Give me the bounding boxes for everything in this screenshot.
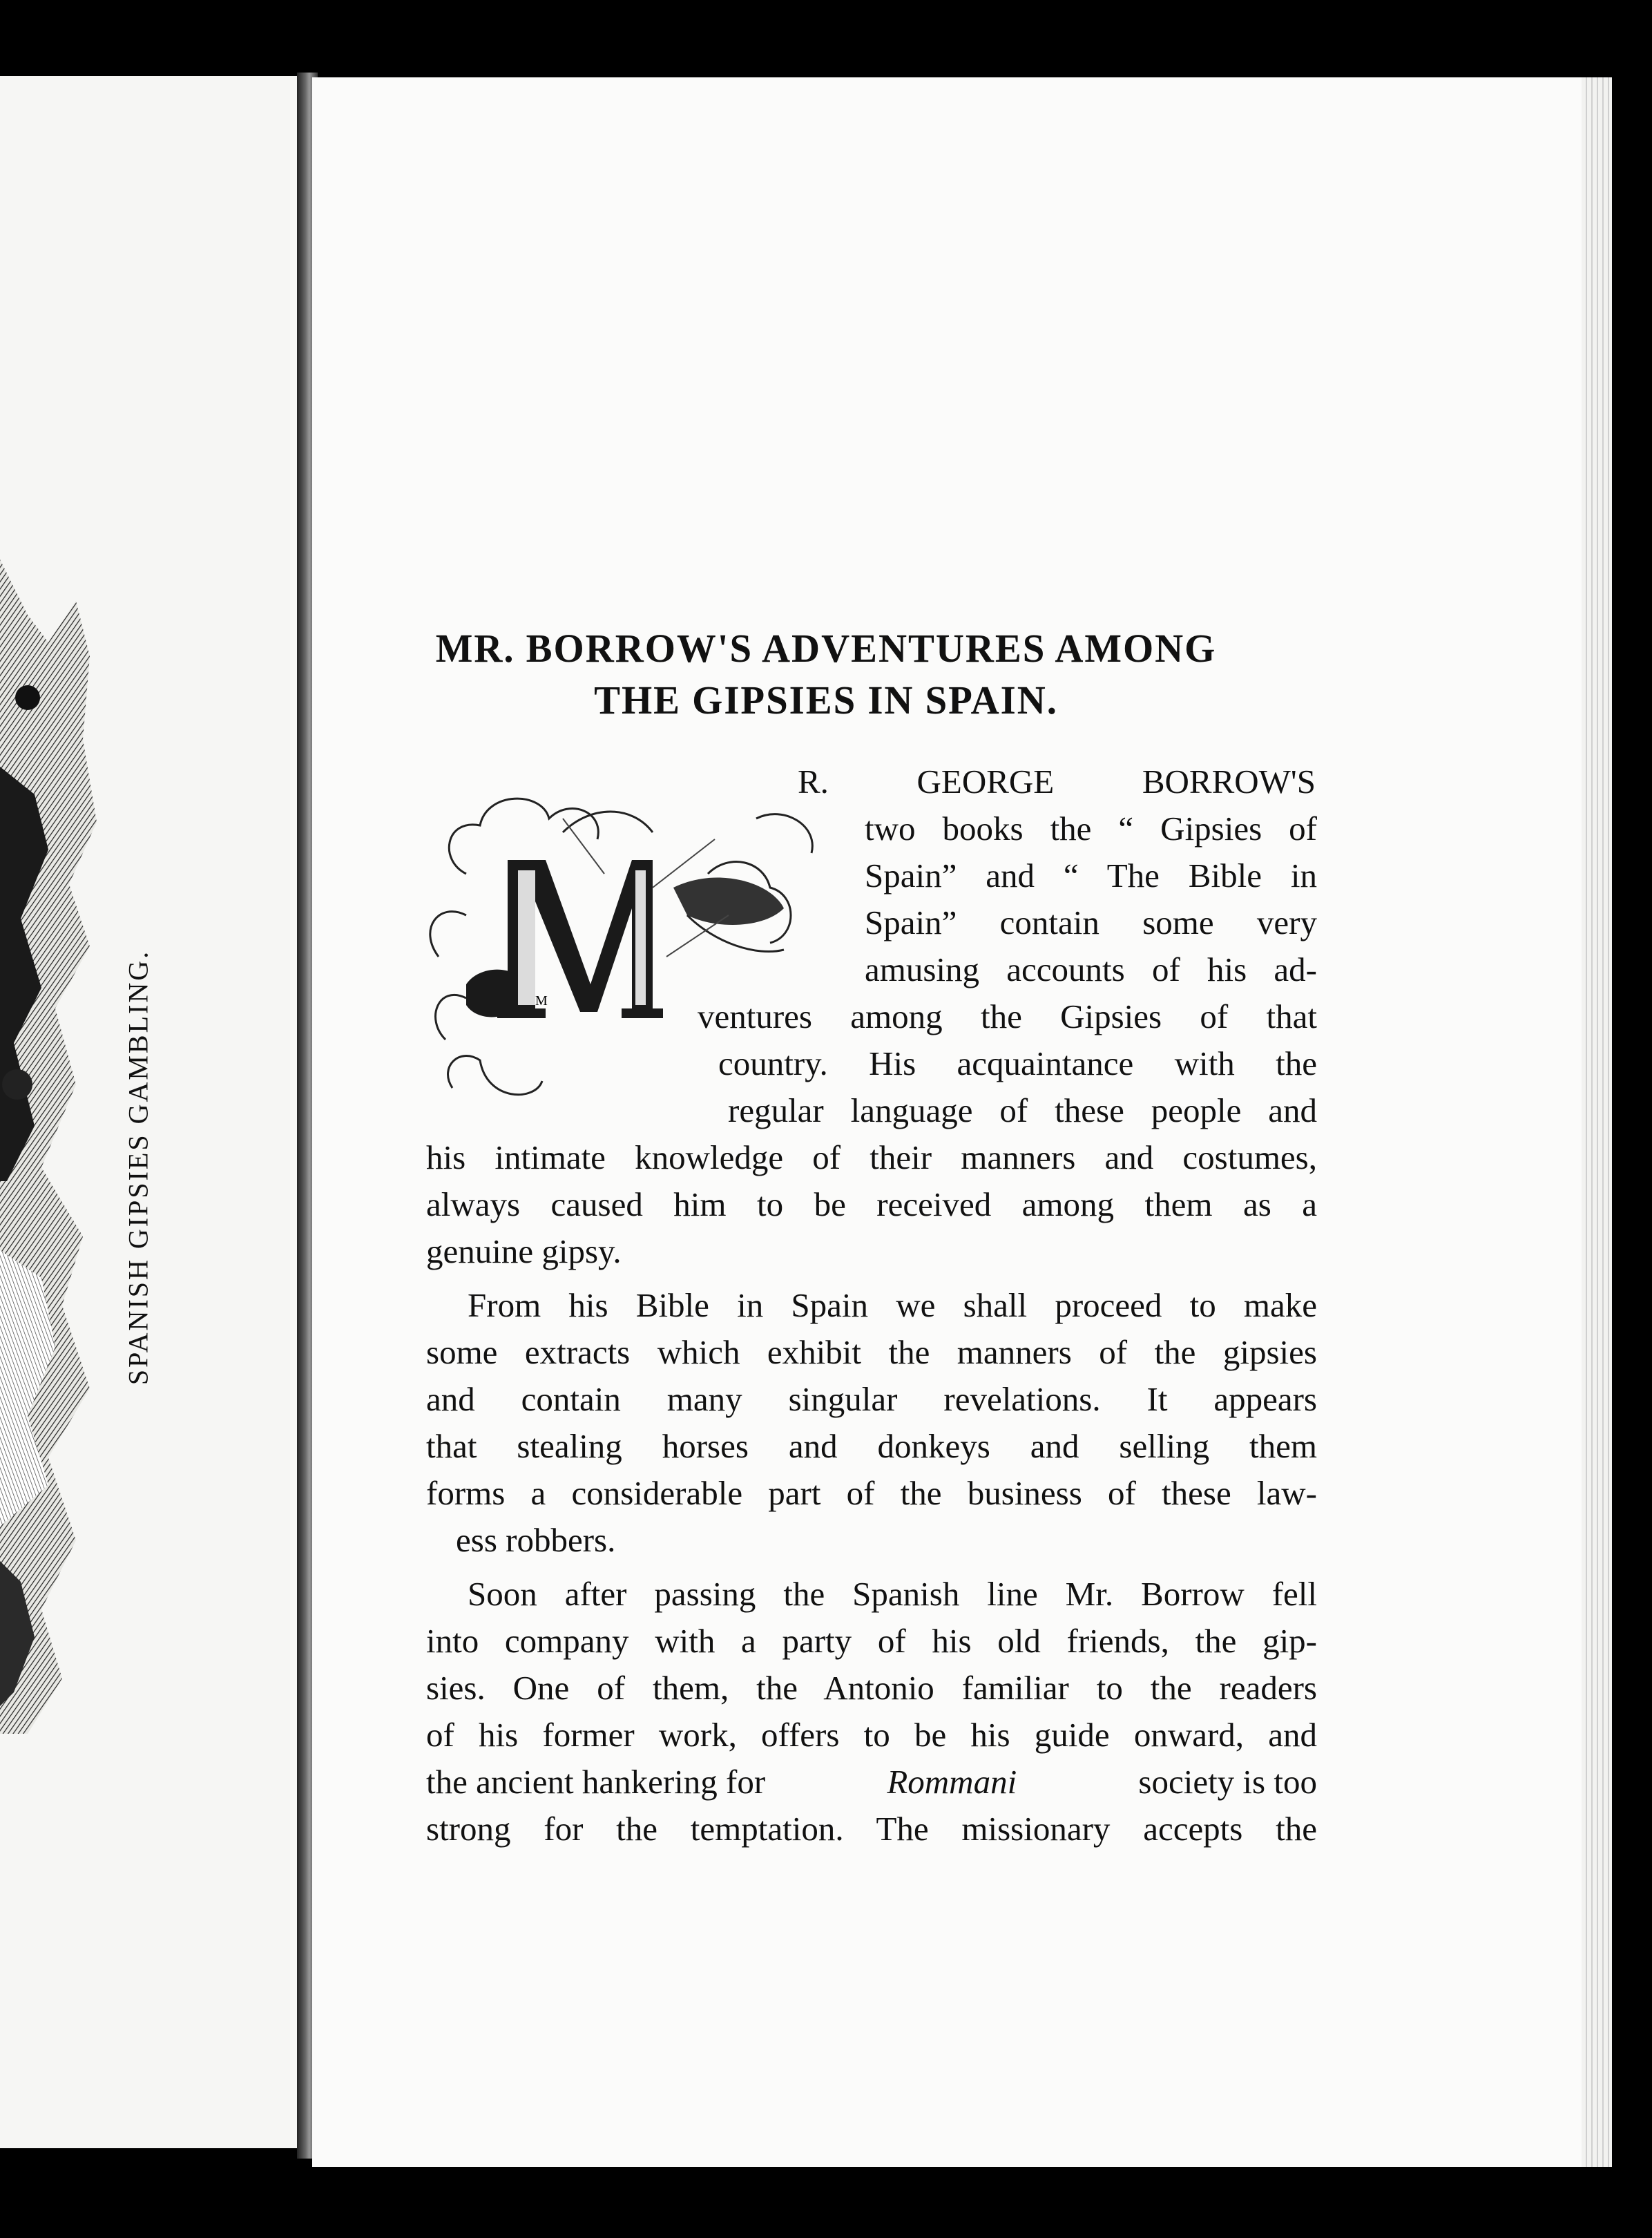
text-line: into company with a party of his old friends, the gip- bbox=[426, 1622, 1317, 1660]
text-line: country. His acquaintance with the bbox=[718, 1044, 1317, 1082]
text-line: that stealing horses and donkeys and selling them bbox=[426, 1427, 1317, 1465]
text-line bbox=[426, 1765, 1317, 1803]
text-line: regular language of these people and bbox=[728, 1091, 1317, 1129]
text-line: and contain many singular revelations. It appears bbox=[426, 1380, 1317, 1418]
text-line: his intimate knowledge of their manners and costumes, bbox=[426, 1138, 1317, 1176]
frontispiece-caption: SPANISH GIPSIES GAMBLING. bbox=[122, 949, 154, 1386]
text-line-part: society is too bbox=[1130, 1763, 1317, 1801]
drop-cap-letter: M bbox=[535, 993, 548, 1008]
text-line-part: the ancient hankering for bbox=[426, 1763, 774, 1801]
text-line: strong for the temptation. The missionary accepts the bbox=[426, 1810, 1317, 1848]
text-line: From his Bible in Spain we shall proceed to make bbox=[468, 1286, 1317, 1324]
text-line: always caused him to be received among them as a bbox=[426, 1185, 1317, 1223]
text-line: Soon after passing the Spanish line Mr. Borrow fell bbox=[468, 1575, 1317, 1613]
text-line: ess robbers. bbox=[456, 1521, 616, 1559]
text-line: sies. One of them, the Antonio familiar to the readers bbox=[426, 1669, 1317, 1707]
article-title-line-2: THE GIPSIES IN SPAIN. bbox=[594, 678, 1058, 723]
italic-word: Rommani bbox=[887, 1763, 1017, 1801]
frontispiece-engraving bbox=[0, 560, 104, 1734]
text-line: Spain” and “ The Bible in bbox=[865, 857, 1317, 895]
text-line: amusing accounts of his ad- bbox=[865, 950, 1317, 988]
left-page bbox=[0, 76, 314, 2148]
text-line: of his former work, offers to be his guide onward, and bbox=[426, 1716, 1317, 1754]
article-title-line-1: MR. BORROW'S ADVENTURES AMONG bbox=[435, 626, 1217, 671]
text-line: Spain” contain some very bbox=[865, 903, 1317, 941]
text-line: two books the “ Gipsies of bbox=[865, 810, 1317, 848]
text-line: ventures among the Gipsies of that bbox=[698, 997, 1317, 1035]
text-line: genuine gipsy. bbox=[426, 1232, 622, 1270]
page-edge bbox=[1582, 77, 1612, 2167]
text-line: some extracts which exhibit the manners of the gipsies bbox=[426, 1333, 1317, 1371]
text-line: forms a considerable part of the business of these law- bbox=[426, 1474, 1317, 1512]
text-line: R. GEORGE BORROW'S bbox=[798, 763, 1316, 801]
